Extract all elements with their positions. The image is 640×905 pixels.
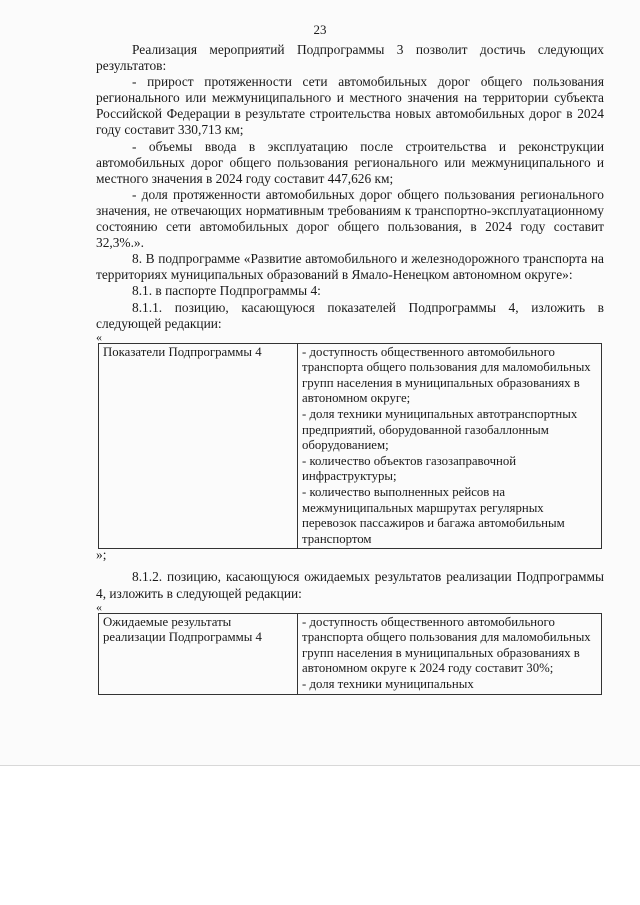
quote-open-mark: « [96,329,102,344]
expected-results-table [98,613,602,695]
paragraph-8-1-1: 8.1.1. позицию, касающуюся показателей Подпрограммы 4, изложить в следующей редакции: [96,299,604,331]
list-item: - доля техники муниципальных автотранспортных предприятий, оборудованной газобаллонным оборудованием; [302,407,578,453]
list-item: - доступность общественного автомобильного транспорта общего пользования для маломобильных групп населения в муниципальных образованиях в автономном округе к 2024 году составит 30%; [302,614,591,676]
document-body [96,42,604,695]
table-label-cell: Показатели Подпрограммы 4 [99,343,298,549]
table-value-cell [298,613,602,694]
list-item: - доля техники муниципальных [302,676,474,691]
paragraph-result-1: - прирост протяженности сети автомобильных дорог общего пользования регионального или межмуниципального и местного значения на территории субъекта Российской Федерации в результате строительства новых автомобильных дорог в 2024 году составит 330,713 км; [96,74,604,138]
paragraph-8-1: 8.1. в паспорте Подпрограммы 4: [132,283,321,299]
list-item: - количество выполненных рейсов на межмуниципальных маршрутах регулярных перевозок пассажиров и багажа автомобильным транспортом [302,485,565,546]
table-value-cell [298,343,602,549]
paragraph-intro: Реализация мероприятий Подпрограммы 3 позволит достичь следующих результатов: [96,42,604,74]
quote-open-mark-2: « [96,599,102,614]
table-row [99,343,602,549]
list-item: - количество объектов газозаправочной инфраструктуры; [302,453,517,484]
table-label-cell: Ожидаемые результаты реализации Подпрограммы 4 [99,613,298,694]
list-item: - доступность общественного автомобильного транспорта общего пользования для маломобильных групп населения в муниципальных образованиях в автономном округе; [302,344,591,406]
paragraph-result-3: - доля протяженности автомобильных дорог общего пользования регионального значения, не отвечающих нормативным требованиям к транспортно-эксплуатационному состоянию сети автомобильных дорог общего пользования, в 2024 году составит 32,3%.». [96,186,604,251]
indicators-table [98,343,602,550]
paragraph-8-1-2: 8.1.2. позицию, касающуюся ожидаемых результатов реализации Подпрограммы 4, изложить в следующей редакции: [96,569,604,601]
page-number: 23 [313,22,327,37]
table-row [99,613,602,694]
paragraph-section-8: 8. В подпрограмме «Развитие автомобильного и железнодорожного транспорта на территориях муниципальных образований в Ямало-Ненецком автономном округе»: [96,251,604,283]
quote-close-mark: »; [96,547,107,563]
paragraph-result-2: - объемы ввода в эксплуатацию после строительства и реконструкции автомобильных дорог общего пользования регионального или межмуниципального и местного значения в 2024 году составит 447,626 км; [96,138,604,186]
